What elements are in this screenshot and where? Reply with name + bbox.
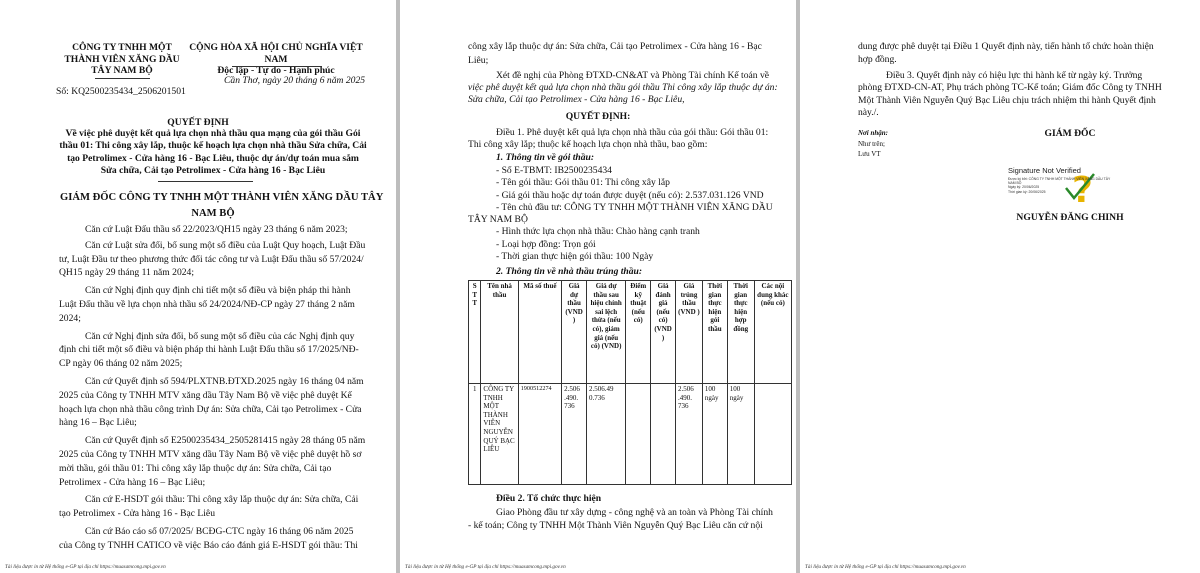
cell-contractor-name: CÔNG TY TNHH MỘT THÀNH VIÊN NGUYỄN QUÝ BẠC LIÊU bbox=[481, 384, 518, 485]
director-title: GIÁM ĐỐC bbox=[1044, 128, 1096, 139]
continued-text: dung được phê duyệt tại Điều 1 Quyết định này, tiến hành tổ chức hoàn thiện hợp đồng. bbox=[858, 41, 1154, 66]
package-info: - Số E-TBMT: IB2500235434 - Tên gói thầu: Gói thầu 01: Thi công xây lắp - Giá gói thầu hoặc dự toán được duyệt (nếu có): 2.537.031.126 VND - Tên chủ đầu tư: CÔNG TY TNHH MỘT THÀNH VIÊN XĂNG DẦU TÂY NAM BỘ - Hình thức lựa chọn nhà thầu: Chào hàng cạnh tranh - Loại hợp đồng: Trọn gói - Thời gian thực hiện gói thầu: 100 Ngày bbox=[468, 165, 773, 263]
national-heading: CỘNG HÒA XÃ HỘI CHỦ NGHĨA VIỆT NAM Độc lập - Tự do - Hạnh phúc bbox=[189, 42, 363, 76]
header-technical-score: Điểm kỹ thuật (nếu có) bbox=[626, 281, 651, 384]
header-other-content: Các nội dung khác (nếu có) bbox=[754, 281, 791, 384]
article-1: Điều 1. Phê duyệt kết quả lựa chọn nhà thầu của gói thầu: Gói thầu 01: Thi công xây lắp; thuộc kế hoạch lựa chọn nhà thầu, bao gồm: bbox=[468, 127, 769, 150]
issuing-organization: CÔNG TY TNHH MỘT THÀNH VIÊN XĂNG DẦU TÂY NAM BỘ bbox=[64, 42, 180, 76]
header-adjusted-price: Giá dự thầu sau hiệu chỉnh sai lệch thừa (nếu có), giảm giá (nếu có) (VND) bbox=[587, 281, 626, 384]
svg-text:?: ? bbox=[1072, 170, 1093, 211]
legal-bases: Căn cứ Luật Đấu thầu số 22/2023/QH15 ngày 23 tháng 6 năm 2023; Căn cứ Luật sửa đổi, bổ sung một số điều của Luật Quy hoạch, Luật Đầu tư, Luật Đầu tư theo phương thức đối tác công tư và Luật Đấu thầu số 57/2024/ QH15 ngày 29 tháng 11 năm 2024; Căn cứ Nghị định quy định chi tiết một số điều và biện pháp thi hành Luật Đấu thầu về lựa chọn nhà thầu số 24/2024/NĐ-CP ngày 27 tháng 2 năm 2024; Căn cứ Nghị định sửa đổi, bổ sung một số điều của các Nghị định quy định chi tiết một số điều và biện pháp thi hành Luật Đấu thầu số 17/2025/NĐ- CP ngày 06 tháng 02 năm 2025; Căn cứ Quyết định số 594/PLXTNB.ĐTXD.2025 ngày 16 tháng 04 năm 2025 của Công ty TNHH MTV xăng dầu Tây Nam Bộ về việc phê duyệt Kế hoạch lựa chọn nhà thầu công trình Dự án: Sửa chữa, Cải tạo Petrolimex - Cửa hàng 16 – Bạc Liêu; Căn cứ Quyết định số E2500235434_2505281415 ngày 28 tháng 05 năm 2025 của Công ty TNHH MTV xăng dầu Tây Nam Bộ về việc phê duyệt hồ sơ mời thầu, gói thầu 01: Thi công xây lắp thuộc dự án: Sửa chữa, Cải tạo Petrolimex - Cửa hàng 16 – Bạc Liêu; Căn cứ E-HSDT gói thầu: Thi công xây lắp thuộc dự án: Sửa chữa, Cải tạo Petrolimex - Cửa hàng 16 - Bạc Liêu Căn cứ Báo cáo số 07/2025/ BCĐG-CTC ngày 16 tháng 06 năm 2025 của Công ty TNHH CATICO về việc Báo cáo đánh giá E-HSDT gói thầu: Thi bbox=[59, 224, 366, 551]
motto-underline bbox=[232, 66, 322, 67]
winning-bidder-table bbox=[468, 280, 792, 485]
document-number: Số: KQ2500235434_2506201501 bbox=[56, 86, 186, 97]
signature-status: Signature Not Verified bbox=[1008, 166, 1081, 175]
document-page-3 bbox=[800, 0, 1200, 573]
header-contract-duration: Thời gian thực hiện hợp đồng bbox=[727, 281, 754, 384]
cell-technical-score bbox=[626, 384, 651, 485]
page-footer: Tài liệu được in từ Hệ thống e-GP tại địa chỉ https://muasamcong.mpi.gov.vn bbox=[5, 564, 166, 570]
cell-bid-price: 2.506 .490. 736 bbox=[562, 384, 587, 485]
cell-winning-price: 2.506 .490. 736 bbox=[676, 384, 703, 485]
decide-heading: QUYẾT ĐỊNH: bbox=[565, 111, 631, 122]
header-evaluated-price: Giá đánh giá (nếu có) (VND ) bbox=[651, 281, 676, 384]
table-header-row bbox=[469, 281, 792, 384]
page-footer: Tài liệu được in từ Hệ thống e-GP tại địa chỉ https://muasamcong.mpi.gov.vn bbox=[805, 564, 966, 570]
recipients-block: Nơi nhận: Như trên; Lưu VT bbox=[858, 129, 889, 158]
document-page-2 bbox=[400, 0, 796, 573]
cell-evaluated-price bbox=[651, 384, 676, 485]
header-stt: S T T bbox=[469, 281, 481, 384]
header-bid-price: Giá dự thầu (VND ) bbox=[562, 281, 587, 384]
section-1-title: 1. Thông tin về gói thầu: bbox=[496, 152, 595, 163]
cell-contract-duration: 100 ngày bbox=[727, 384, 754, 485]
header-winning-price: Giá trúng thầu (VND ) bbox=[676, 281, 703, 384]
place-date: Cần Thơ, ngày 20 tháng 6 năm 2025 bbox=[224, 75, 366, 86]
continued-text: công xây lắp thuộc dự án: Sửa chữa, Cải tạo Petrolimex - Cửa hàng 16 - Bạc Liêu; bbox=[468, 41, 762, 66]
cell-other-content bbox=[754, 384, 791, 485]
header-tax-code: Mã số thuế bbox=[518, 281, 561, 384]
authority-heading: GIÁM ĐỐC CÔNG TY TNHH MỘT THÀNH VIÊN XĂNG DẦU TÂY NAM BỘ bbox=[60, 192, 384, 219]
article-2-text: Giao Phòng đầu tư xây dựng - công nghệ và an toàn và Phòng Tài chính - kế toán; Công ty TNHH Một Thành Viên Nguyễn Quý Bạc Liêu căn cứ nội bbox=[468, 507, 773, 531]
header-contractor-name: Tên nhà thầu bbox=[481, 281, 518, 384]
cell-stt: 1 bbox=[469, 384, 481, 485]
cell-tax-code: 1900512274 bbox=[518, 384, 561, 485]
page-footer: Tài liệu được in từ Hệ thống e-GP tại địa chỉ https://muasamcong.mpi.gov.vn bbox=[405, 564, 566, 570]
cell-adjusted-price: 2.506.49 0.736 bbox=[587, 384, 626, 485]
org-underline bbox=[95, 78, 150, 79]
decision-subject: Về việc phê duyệt kết quả lựa chọn nhà thầu qua mạng của gói thầu Gói thầu 01: Thi công xây lắp, thuộc kế hoạch lựa chọn nhà thầu Sửa chữa, Cải tạo Petrolimex - Cửa hàng 16 - Bạc Liêu, thuộc dự án/dự toán mua sắm Sửa chữa, Cải tạo Petrolimex - Cửa hàng 16 - Bạc Liêu bbox=[59, 128, 367, 176]
article-3: Điều 3. Quyết định này có hiệu lực thi hành kể từ ngày ký. Trưởng phòng ĐTXD-CN-AT, Phụ trách phòng TC-Kế toán; Giám đốc Công ty TNHH Một Thành Viên Nguyễn Quý Bạc Liêu chịu trách nhiệm thi hành Quyết định này./. bbox=[858, 70, 1162, 118]
decision-title: QUYẾT ĐỊNH bbox=[167, 117, 229, 128]
cell-package-duration: 100 ngày bbox=[702, 384, 727, 485]
header-package-duration: Thời gian thực hiện gói thầu bbox=[702, 281, 727, 384]
signer-name: NGUYỄN ĐĂNG CHINH bbox=[1016, 212, 1124, 223]
section-2-title: 2. Thông tin về nhà thầu trúng thầu: bbox=[496, 266, 643, 277]
signature-details: Được ký bởi: CÔNG TY TNHH MỘT THÀNH VIÊN XĂNG DẦU TÂY NAM BỘ Ngày ký: 20/06/2025 Thời gian ký: 20/06/2025 bbox=[1008, 177, 1111, 194]
subject-underline bbox=[158, 181, 253, 182]
table-row bbox=[469, 384, 792, 485]
article-2-title: Điều 2. Tổ chức thực hiện bbox=[496, 493, 602, 504]
document-page-1 bbox=[0, 0, 396, 573]
digital-signature-stamp bbox=[1008, 166, 1118, 212]
proposal-paragraph: Xét đề nghị của Phòng ĐTXD-CN&AT và Phòng Tài chính Kế toán về việc phê duyệt kết quả lựa chọn nhà thầu gói thầu Thi công xây lắp thuộc dự án: Sửa chữa, Cải tạo Petrolimex - Cửa hàng 16 - Bạc Liêu, bbox=[468, 70, 778, 105]
